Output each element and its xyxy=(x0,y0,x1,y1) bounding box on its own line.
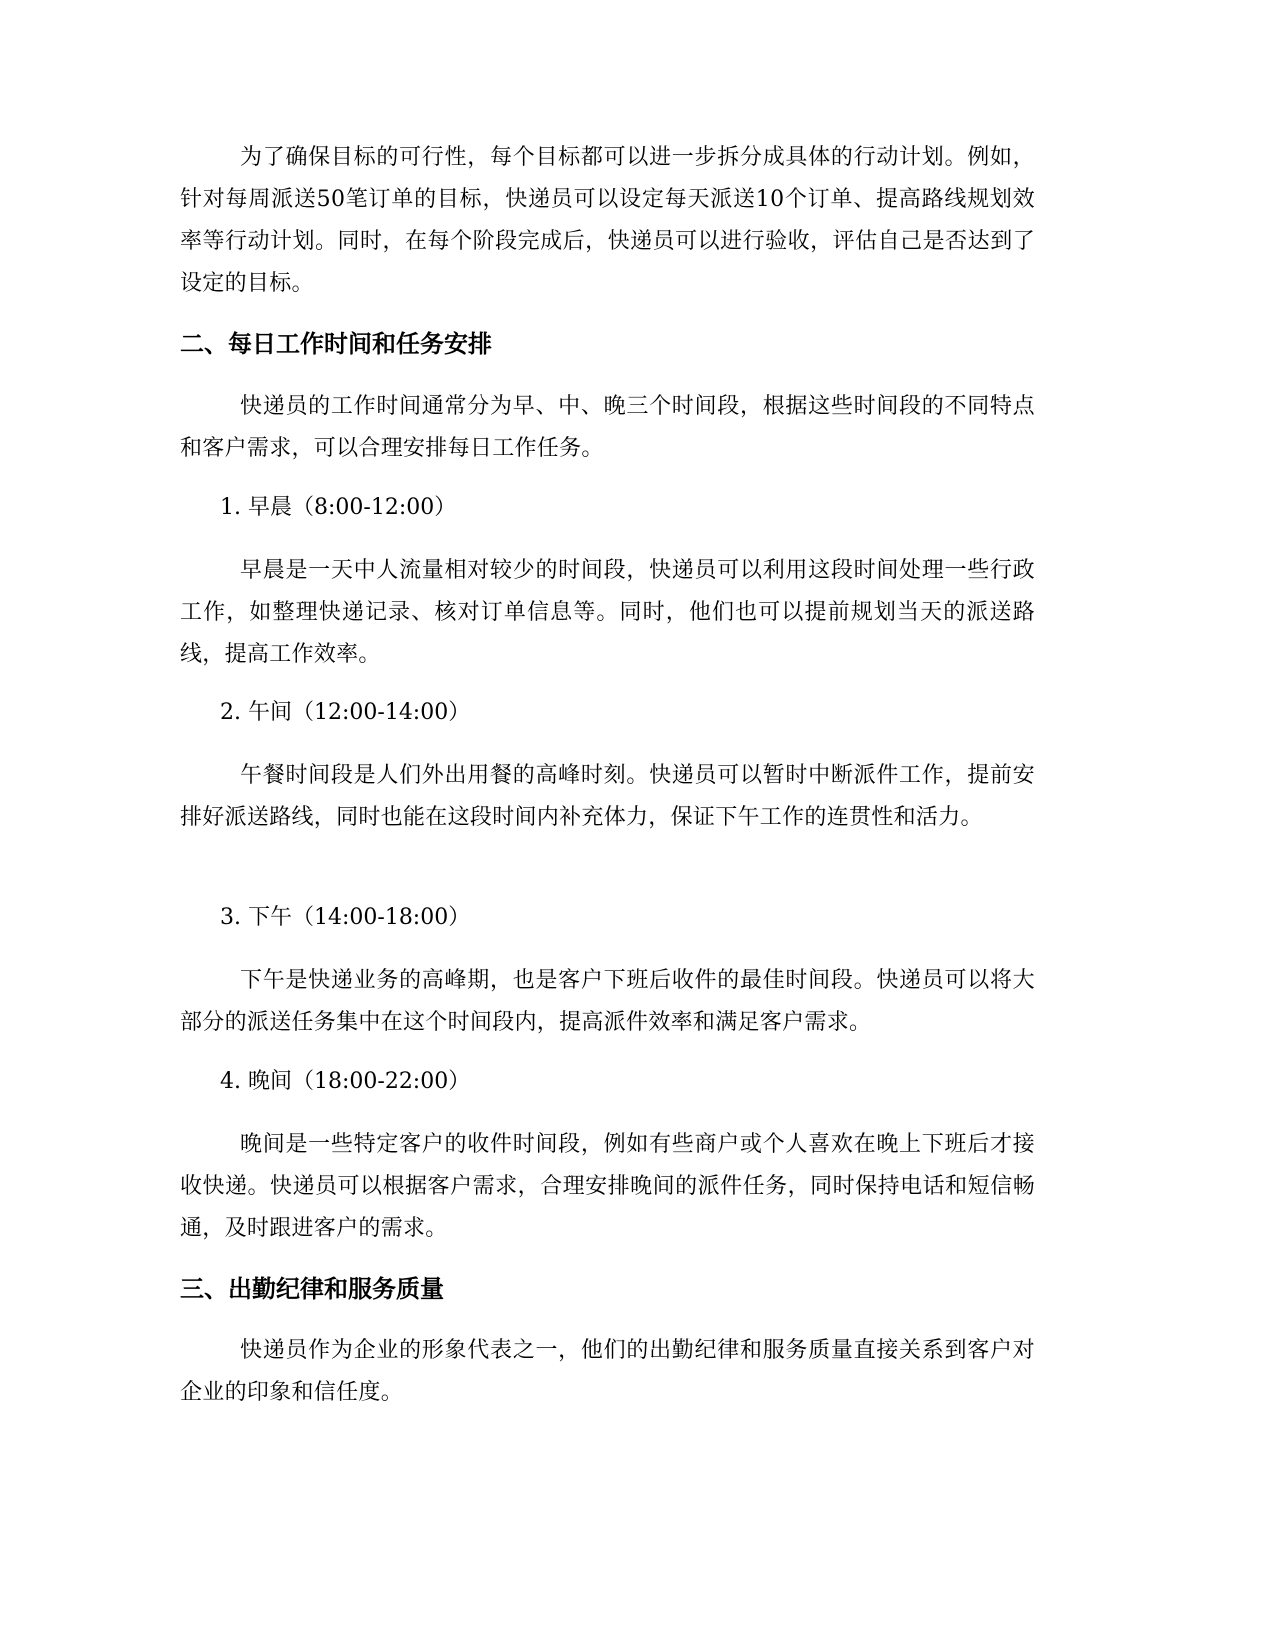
list-item-4-text: 晚间是一些特定客户的收件时间段，例如有些商户或个人喜欢在晚上下班后才接收快递。快递员可以根据客户需求，合理安排晚间的派件任务，同时保持电话和短信畅通，及时跟进客户的需求。 xyxy=(180,1132,1035,1241)
work-time-paragraph: 快递员的工作时间通常分为早、中、晚三个时间段，根据这些时间段的不同特点和客户需求，可以合理安排每日工作任务。 xyxy=(180,394,1035,461)
list-item-2-label: 2. 午间（12:00-14:00） xyxy=(220,700,471,725)
list-item-1-label: 1. 早晨（8:00-12:00） xyxy=(220,495,457,520)
attendance-paragraph: 快递员作为企业的形象代表之一，他们的出勤纪律和服务质量直接关系到客户对企业的印象和信任度。 xyxy=(180,1338,1035,1405)
section-heading-2: 二、每日工作时间和任务安排 xyxy=(180,330,492,358)
section-heading-3: 三、出勤纪律和服务质量 xyxy=(180,1275,444,1303)
list-item-2-text: 午餐时间段是人们外出用餐的高峰时刻。快递员可以暂时中断派件工作，提前安排好派送路线，同时也能在这段时间内补充体力，保证下午工作的连贯性和活力。 xyxy=(180,763,1035,830)
list-item-1-text: 早晨是一天中人流量相对较少的时间段，快递员可以利用这段时间处理一些行政工作，如整理快递记录、核对订单信息等。同时，他们也可以提前规划当天的派送路线，提高工作效率。 xyxy=(180,558,1035,667)
list-item-3-text: 下午是快递业务的高峰期，也是客户下班后收件的最佳时间段。快递员可以将大部分的派送任务集中在这个时间段内，提高派件效率和满足客户需求。 xyxy=(180,968,1035,1035)
list-item-4-label: 4. 晚间（18:00-22:00） xyxy=(220,1069,471,1094)
list-item-3-label: 3. 下午（14:00-18:00） xyxy=(220,905,471,930)
intro-paragraph: 为了确保目标的可行性，每个目标都可以进一步拆分成具体的行动计划。例如，针对每周派送50笔订单的目标，快递员可以设定每天派送10个订单、提高路线规划效率等行动计划。同时，在每个阶段完成后，快递员可以进行验收，评估自己是否达到了设定的目标。 xyxy=(180,145,1035,296)
